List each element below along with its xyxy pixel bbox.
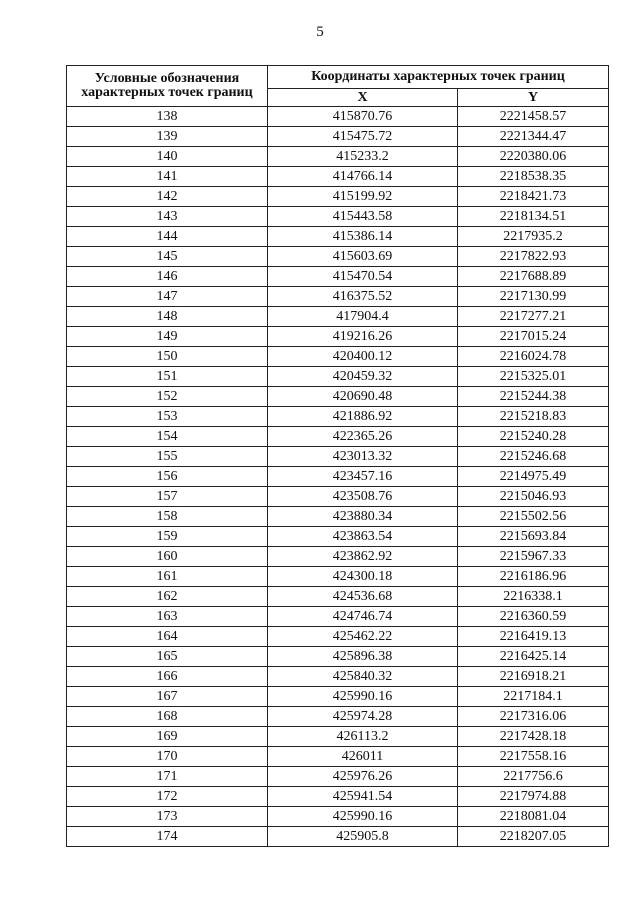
- table-row: [67, 607, 609, 627]
- table-row: [67, 307, 609, 327]
- y-cell: 2215244.38: [458, 387, 609, 407]
- y-cell: 2217428.18: [458, 727, 609, 747]
- table-row: [67, 727, 609, 747]
- y-cell: 2218421.73: [458, 187, 609, 207]
- x-cell: 424746.74: [268, 607, 458, 627]
- point-cell: 154: [67, 427, 268, 447]
- table-row: [67, 767, 609, 787]
- y-cell: 2217974.88: [458, 787, 609, 807]
- x-cell: 423508.76: [268, 487, 458, 507]
- x-cell: 425941.54: [268, 787, 458, 807]
- y-cell: 2220380.06: [458, 147, 609, 167]
- table-row: [67, 267, 609, 287]
- table-row: [67, 127, 609, 147]
- y-cell: 2217277.21: [458, 307, 609, 327]
- table-row: [67, 627, 609, 647]
- point-cell: 143: [67, 207, 268, 227]
- y-cell: 2215967.33: [458, 547, 609, 567]
- y-cell: 2215240.28: [458, 427, 609, 447]
- point-cell: 162: [67, 587, 268, 607]
- header-x: X: [268, 89, 458, 107]
- point-cell: 158: [67, 507, 268, 527]
- point-cell: 145: [67, 247, 268, 267]
- y-cell: 2217015.24: [458, 327, 609, 347]
- x-cell: 424536.68: [268, 587, 458, 607]
- table-row: [67, 287, 609, 307]
- table-row: [67, 447, 609, 467]
- y-cell: 2218538.35: [458, 167, 609, 187]
- point-cell: 151: [67, 367, 268, 387]
- x-cell: 426011: [268, 747, 458, 767]
- y-cell: 2217822.93: [458, 247, 609, 267]
- table-row: [67, 327, 609, 347]
- table-row: [67, 407, 609, 427]
- x-cell: 421886.92: [268, 407, 458, 427]
- y-cell: 2215502.56: [458, 507, 609, 527]
- y-cell: 2214975.49: [458, 467, 609, 487]
- x-cell: 426113.2: [268, 727, 458, 747]
- x-cell: 419216.26: [268, 327, 458, 347]
- point-cell: 160: [67, 547, 268, 567]
- y-cell: 2215325.01: [458, 367, 609, 387]
- table-row: [67, 707, 609, 727]
- table-row: [67, 347, 609, 367]
- x-cell: 423880.34: [268, 507, 458, 527]
- x-cell: 420690.48: [268, 387, 458, 407]
- table-row: [67, 207, 609, 227]
- x-cell: 415233.2: [268, 147, 458, 167]
- y-cell: 2216419.13: [458, 627, 609, 647]
- x-cell: 423863.54: [268, 527, 458, 547]
- point-cell: 155: [67, 447, 268, 467]
- point-cell: 156: [67, 467, 268, 487]
- point-cell: 144: [67, 227, 268, 247]
- table-row: [67, 747, 609, 767]
- header-point-designation: Условные обозначения характерных точек границ: [67, 66, 268, 107]
- coordinates-table: [66, 65, 609, 847]
- x-cell: 425896.38: [268, 647, 458, 667]
- point-cell: 141: [67, 167, 268, 187]
- x-cell: 417904.4: [268, 307, 458, 327]
- x-cell: 424300.18: [268, 567, 458, 587]
- table-row: [67, 547, 609, 567]
- table-row: [67, 567, 609, 587]
- x-cell: 425840.32: [268, 667, 458, 687]
- y-cell: 2215693.84: [458, 527, 609, 547]
- y-cell: 2217558.16: [458, 747, 609, 767]
- table-row: [67, 667, 609, 687]
- table-row: [67, 367, 609, 387]
- x-cell: 423457.16: [268, 467, 458, 487]
- x-cell: 422365.26: [268, 427, 458, 447]
- point-cell: 171: [67, 767, 268, 787]
- table-row: [67, 687, 609, 707]
- x-cell: 425990.16: [268, 687, 458, 707]
- table-row: [67, 487, 609, 507]
- y-cell: 2217756.6: [458, 767, 609, 787]
- y-cell: 2215218.83: [458, 407, 609, 427]
- y-cell: 2216425.14: [458, 647, 609, 667]
- point-cell: 165: [67, 647, 268, 667]
- x-cell: 415870.76: [268, 107, 458, 127]
- x-cell: 423013.32: [268, 447, 458, 467]
- table-row: [67, 467, 609, 487]
- point-cell: 142: [67, 187, 268, 207]
- table-row: [67, 107, 609, 127]
- y-cell: 2215246.68: [458, 447, 609, 467]
- y-cell: 2216186.96: [458, 567, 609, 587]
- header-y: Y: [458, 89, 609, 107]
- y-cell: 2221458.57: [458, 107, 609, 127]
- table-row: [67, 187, 609, 207]
- table-row: [67, 647, 609, 667]
- point-cell: 148: [67, 307, 268, 327]
- x-cell: 425905.8: [268, 827, 458, 847]
- point-cell: 149: [67, 327, 268, 347]
- point-cell: 166: [67, 667, 268, 687]
- table-row: [67, 827, 609, 847]
- y-cell: 2217316.06: [458, 707, 609, 727]
- point-cell: 146: [67, 267, 268, 287]
- table-row: [67, 227, 609, 247]
- point-cell: 172: [67, 787, 268, 807]
- point-cell: 159: [67, 527, 268, 547]
- x-cell: 420400.12: [268, 347, 458, 367]
- point-cell: 164: [67, 627, 268, 647]
- y-cell: 2217935.2: [458, 227, 609, 247]
- table-row: [67, 787, 609, 807]
- y-cell: 2218081.04: [458, 807, 609, 827]
- x-cell: 415603.69: [268, 247, 458, 267]
- point-cell: 168: [67, 707, 268, 727]
- x-cell: 423862.92: [268, 547, 458, 567]
- x-cell: 416375.52: [268, 287, 458, 307]
- y-cell: 2221344.47: [458, 127, 609, 147]
- y-cell: 2217184.1: [458, 687, 609, 707]
- point-cell: 163: [67, 607, 268, 627]
- table-row: [67, 167, 609, 187]
- x-cell: 415470.54: [268, 267, 458, 287]
- x-cell: 414766.14: [268, 167, 458, 187]
- x-cell: 415386.14: [268, 227, 458, 247]
- x-cell: 425990.16: [268, 807, 458, 827]
- table-row: [67, 507, 609, 527]
- table-row: [67, 387, 609, 407]
- table-row: [67, 807, 609, 827]
- y-cell: 2217130.99: [458, 287, 609, 307]
- point-cell: 139: [67, 127, 268, 147]
- y-cell: 2217688.89: [458, 267, 609, 287]
- table-row: [67, 147, 609, 167]
- y-cell: 2218207.05: [458, 827, 609, 847]
- point-cell: 147: [67, 287, 268, 307]
- point-cell: 157: [67, 487, 268, 507]
- x-cell: 425976.26: [268, 767, 458, 787]
- x-cell: 420459.32: [268, 367, 458, 387]
- point-cell: 150: [67, 347, 268, 367]
- table-row: [67, 527, 609, 547]
- point-cell: 153: [67, 407, 268, 427]
- x-cell: 415199.92: [268, 187, 458, 207]
- point-cell: 174: [67, 827, 268, 847]
- y-cell: 2215046.93: [458, 487, 609, 507]
- point-cell: 138: [67, 107, 268, 127]
- y-cell: 2216360.59: [458, 607, 609, 627]
- y-cell: 2216918.21: [458, 667, 609, 687]
- point-cell: 152: [67, 387, 268, 407]
- y-cell: 2216338.1: [458, 587, 609, 607]
- table-row: [67, 427, 609, 447]
- x-cell: 425974.28: [268, 707, 458, 727]
- page-number: 5: [316, 24, 324, 40]
- point-cell: 173: [67, 807, 268, 827]
- point-cell: 169: [67, 727, 268, 747]
- point-cell: 161: [67, 567, 268, 587]
- table-row: [67, 247, 609, 267]
- x-cell: 415475.72: [268, 127, 458, 147]
- header-coordinates: Координаты характерных точек границ: [268, 66, 609, 89]
- table-row: [67, 587, 609, 607]
- point-cell: 140: [67, 147, 268, 167]
- y-cell: 2218134.51: [458, 207, 609, 227]
- point-cell: 167: [67, 687, 268, 707]
- x-cell: 415443.58: [268, 207, 458, 227]
- y-cell: 2216024.78: [458, 347, 609, 367]
- x-cell: 425462.22: [268, 627, 458, 647]
- point-cell: 170: [67, 747, 268, 767]
